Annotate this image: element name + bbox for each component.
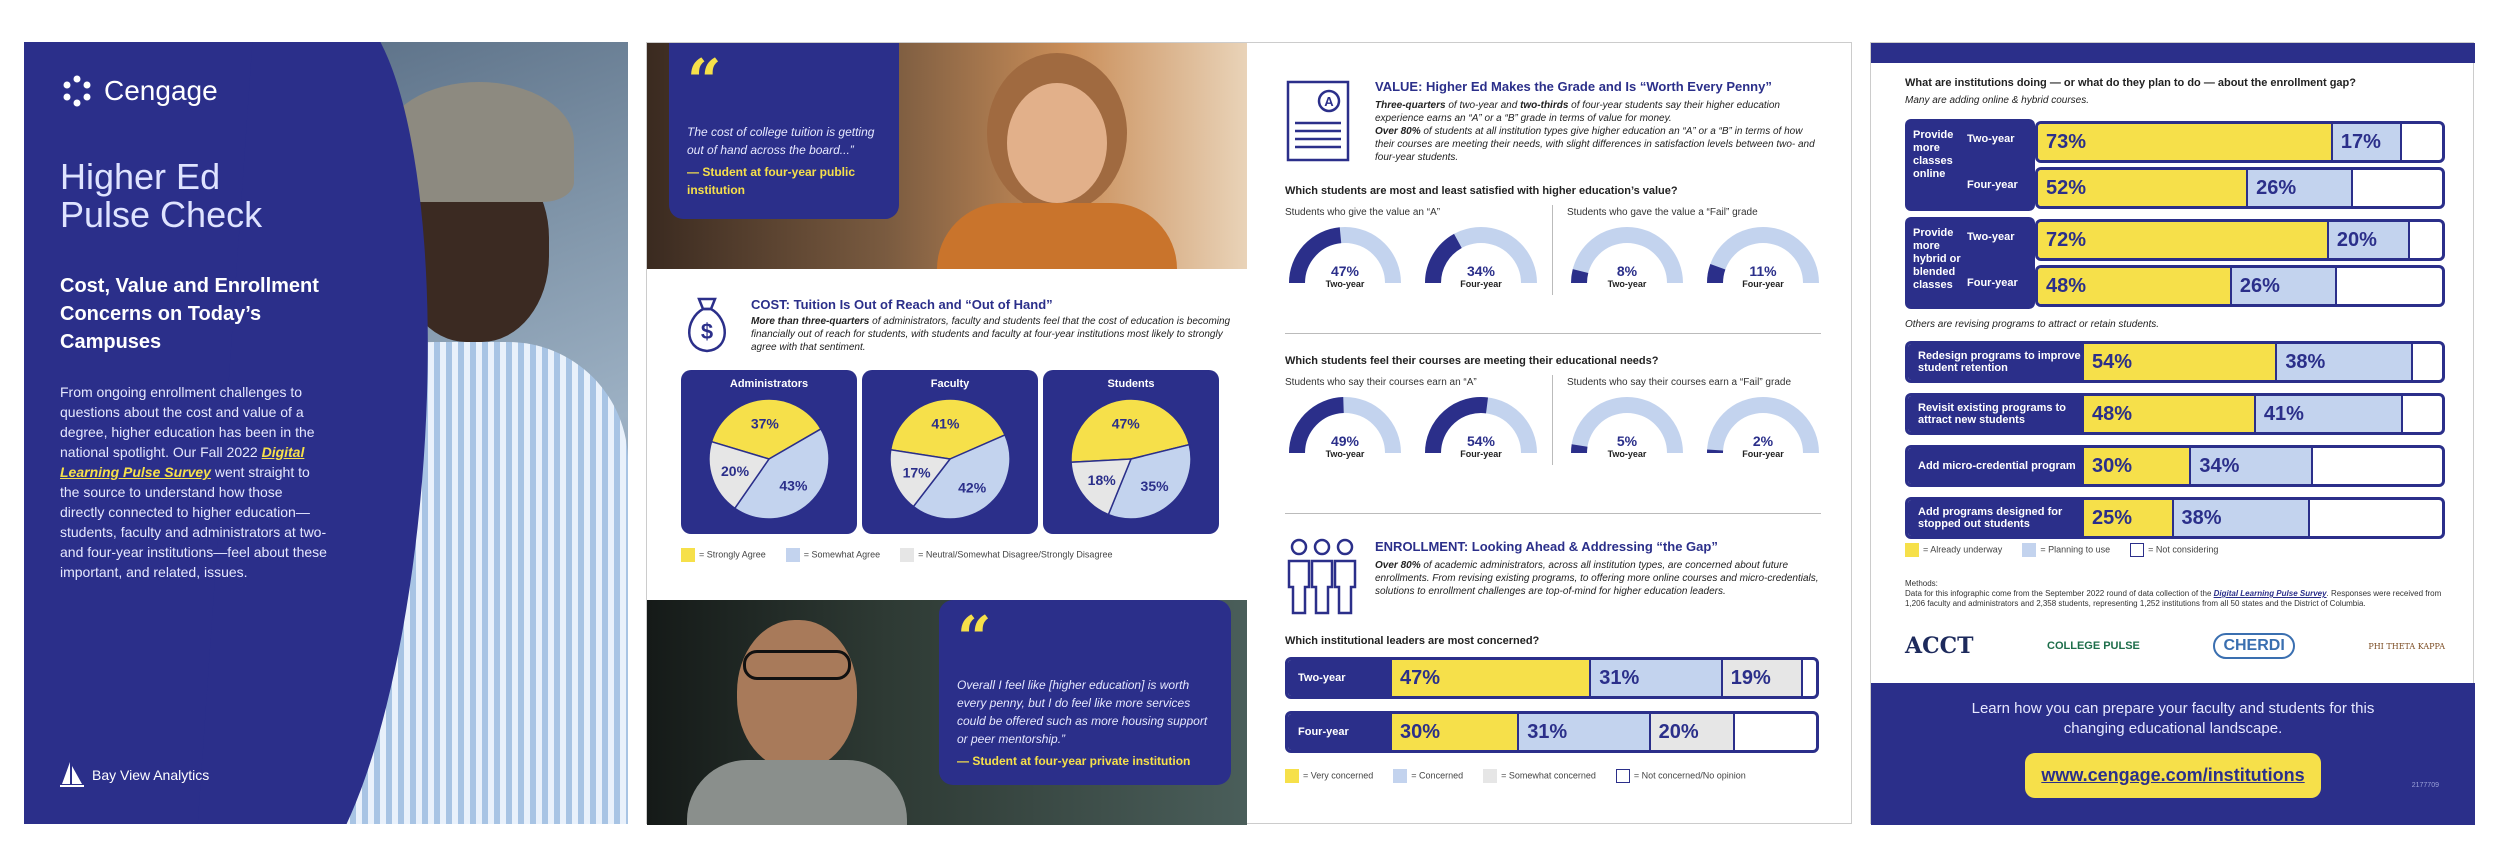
body-text-end: went straight to the source to understand how those directly connected to higher education—students, faculty and administrators at two- and four-year institutions—feel about these important, and related, issues. (60, 464, 327, 580)
cover-title (60, 158, 262, 234)
body-text: From ongoing enrollment challenges to questions about the cost and value of a degree, higher education has been in the national spotlight. Our Fall 2022 (60, 384, 315, 460)
gauge (1285, 395, 1405, 465)
bar-segment: 38% (2277, 344, 2413, 380)
methods-note (1905, 579, 2445, 609)
legend-label: = Very concerned (1303, 770, 1374, 781)
pie-chart (1061, 394, 1201, 524)
partner-logos (1905, 633, 2445, 659)
survey-link[interactable]: Digital Learning Pulse Survey (60, 444, 305, 480)
legend-concerned (1393, 769, 1463, 783)
gap-legend (1905, 543, 2218, 557)
cherdi-logo[interactable]: CHERDI (2213, 633, 2294, 659)
stacked-bar (2035, 121, 2445, 163)
value-body (1375, 99, 1815, 164)
pie-card (1043, 370, 1219, 534)
gauge (1285, 225, 1405, 295)
bar-segment: 48% (2084, 396, 2256, 432)
gauge-pct: 11% (1749, 263, 1777, 279)
enrollment-question: Which institutional leaders are most concerned? (1285, 635, 1540, 647)
pie-value-label: 17% (902, 464, 931, 481)
gauge-label: Four-year (1460, 279, 1502, 289)
bar-segment: 26% (2248, 170, 2353, 206)
methods-label: Methods: (1905, 579, 1938, 588)
right-panel (1870, 42, 2474, 824)
gap-group-text: Provide more hybrid or blended classes (1913, 227, 1961, 291)
cta-band (1871, 683, 2475, 825)
stacked-bar (2035, 167, 2445, 209)
legend-planning (2022, 543, 2110, 557)
q1-left-caption: Students who give the value an “A” (1285, 207, 1441, 218)
middle-panel (646, 42, 1852, 824)
legend-label: = Already underway (1923, 544, 2003, 555)
methods-link[interactable]: Digital Learning Pulse Survey (2213, 589, 2327, 598)
bar-label: Redesign programs to improve student retention (1908, 344, 2084, 380)
bar-label: Add programs designed for stopped out students (1908, 500, 2084, 536)
bar-segment: 31% (1519, 714, 1650, 750)
bar-segment: 30% (1392, 714, 1519, 750)
gauge-label: Two-year (1325, 279, 1365, 289)
gap-row-label: Four-year (1967, 179, 2018, 191)
enrollment-legend (1285, 769, 1746, 783)
pie-value-label: 35% (1140, 478, 1169, 495)
bayview-logo[interactable] (60, 762, 209, 788)
title-line-1: Higher Ed (60, 156, 221, 197)
pie-card (681, 370, 857, 534)
bar-segment: 48% (2038, 268, 2232, 304)
legend-label: = Somewhat concerned (1501, 770, 1596, 781)
divider (1552, 375, 1553, 465)
bar-segment: 52% (2038, 170, 2248, 206)
bar-label: Four-year (1288, 714, 1392, 750)
pie-label: Students (1107, 378, 1155, 390)
bar-segment: 17% (2333, 124, 2402, 160)
gauge-pct: 49% (1330, 433, 1360, 449)
college-pulse-logo[interactable]: COLLEGE PULSE (2047, 640, 2140, 652)
quote-card-1 (669, 43, 899, 219)
sail-icon (60, 762, 84, 788)
legend-label: = Not concerned/No opinion (1633, 770, 1746, 781)
quote-1-text: The cost of college tuition is getting out of hand across the board...” (687, 125, 875, 157)
ptk-logo[interactable]: PHI THETA KAPPA (2368, 641, 2445, 651)
legend-label: = Concerned (1411, 770, 1464, 781)
pie-value-label: 37% (750, 415, 779, 432)
bar-segment: 54% (2084, 344, 2277, 380)
gauge-label: Two-year (1607, 449, 1647, 459)
bar-segment: 72% (2038, 222, 2329, 258)
enrollment-body (1375, 559, 1825, 598)
legend-label: = Somewhat Agree (803, 549, 881, 560)
gauge (1703, 225, 1823, 295)
gauge-pct: 2% (1752, 433, 1774, 449)
gauge-pct: 47% (1330, 263, 1360, 279)
bar-label: Revisit existing programs to attract new students (1908, 396, 2084, 432)
value-bold: Three-quarters (1375, 100, 1446, 111)
gap-title: What are institutions doing — or what do they plan to do — about the enrollment gap? (1905, 77, 2356, 89)
pie-card (862, 370, 1038, 534)
stacked-bar (1285, 657, 1819, 699)
quote-card-2 (939, 600, 1231, 785)
cta-text: Learn how you can prepare your faculty and students for this changing educational landscape. (1971, 700, 2375, 737)
legend-very (1285, 769, 1373, 783)
legend-strongly-agree (681, 548, 766, 562)
pie-value-label: 41% (931, 415, 960, 432)
value-question-2: Which students feel their courses are meeting their educational needs? (1285, 355, 1659, 367)
stacked-bar (1905, 341, 2445, 383)
quote-2-text: Overall I feel like [higher education] is worth every penny, but I do feel like more services could be offered such as more housing support or peer mentorship.” (957, 678, 1208, 746)
quote-mark-icon: “ (957, 604, 992, 674)
bar-segment: 20% (2329, 222, 2410, 258)
title-line-2: Pulse Check (60, 194, 263, 235)
bar-segment: 38% (2174, 500, 2310, 536)
value-bold: Over 80% (1375, 126, 1421, 137)
pie-label: Administrators (729, 378, 809, 390)
gap-row-label: Two-year (1967, 133, 2015, 145)
gauge (1567, 395, 1687, 465)
value-question-1: Which students are most and least satisfied with higher education’s value? (1285, 185, 1678, 197)
bar-segment: 26% (2232, 268, 2337, 304)
divider (1552, 205, 1553, 295)
svg-text:$: $ (700, 319, 714, 344)
people-icon (1285, 535, 1359, 615)
cover-panel (24, 42, 628, 824)
gauge (1567, 225, 1687, 295)
stacked-bar (1285, 711, 1819, 753)
legend-label: = Strongly Agree (699, 549, 766, 560)
legend-label: = Planning to use (2040, 544, 2111, 555)
logo-text: Cengage (104, 75, 218, 106)
bar-label: Two-year (1288, 660, 1392, 696)
svg-text:A: A (1324, 94, 1334, 109)
bar-segment: 25% (2084, 500, 2174, 536)
legend-not-considering (2130, 543, 2218, 557)
gauge (1703, 395, 1823, 465)
cost-legend (681, 548, 1112, 562)
stacked-bar (1905, 393, 2445, 435)
cover-subtitle: Cost, Value and Enrollment Concerns on Today’s Campuses (60, 275, 319, 353)
bar-segment: 31% (1591, 660, 1722, 696)
gauge-pct: 5% (1616, 433, 1638, 449)
pie-chart (699, 394, 839, 524)
gauge-label: Four-year (1742, 279, 1784, 289)
q2-left-caption: Students who say their courses earn an “A” (1285, 377, 1477, 388)
bayview-text: Bay View Analytics (92, 767, 210, 783)
bar-segment: 34% (2191, 448, 2313, 484)
legend-not (1616, 769, 1746, 783)
quote-mark-icon: “ (687, 47, 722, 117)
value-text: of four-year students say their higher education experience earns an “A” or a “B” grade in terms of value for money. (1375, 100, 1780, 124)
pie-chart (880, 394, 1020, 524)
gauge-label: Four-year (1742, 449, 1784, 459)
bar-segment: 20% (1651, 714, 1736, 750)
bar-segment: 41% (2256, 396, 2403, 432)
pie-value-label: 47% (1111, 415, 1140, 432)
pie-value-label: 42% (958, 479, 987, 496)
quote-2-attribution: — Student at four-year private institution (957, 754, 1191, 768)
acct-logo[interactable]: ACCT (1905, 633, 1974, 659)
report-card-icon (1285, 79, 1351, 163)
gap-sub2: Others are revising programs to attract or retain students. (1905, 319, 2159, 330)
cta-link[interactable]: www.cengage.com/institutions (2025, 753, 2320, 798)
legend-somewhat (1483, 769, 1596, 783)
gauge (1421, 225, 1541, 295)
gauge-label: Two-year (1325, 449, 1365, 459)
legend-underway (1905, 543, 2002, 557)
doc-code: 2177709 (2411, 782, 2439, 789)
value-bold: two-thirds (1520, 100, 1569, 111)
bar-label: Add micro-credential program (1908, 448, 2084, 484)
gap-row-label: Four-year (1967, 277, 2018, 289)
methods-text-end: . Responses were received from 1,206 faculty and administrators and 2,358 students, representing 1,252 institutions from all 50 states and the District of Columbia. (1905, 589, 2442, 608)
quote-1-attribution: — Student at four-year public institution (687, 165, 856, 197)
gap-sub1: Many are adding online & hybrid courses. (1905, 95, 2089, 106)
stacked-bar (2035, 219, 2445, 261)
cover-body (60, 382, 330, 582)
bar-segment: 30% (2084, 448, 2191, 484)
cost-body-text: of administrators, faculty and students feel that the cost of education is becoming financially out of reach for students, with students and faculty at four-year institutions most likely to strongly agree with that sentiment. (751, 316, 1231, 353)
stacked-bar (1905, 497, 2445, 539)
pie-value-label: 18% (1087, 471, 1116, 488)
bar-segment: 47% (1392, 660, 1591, 696)
legend-somewhat-agree (786, 548, 880, 562)
pie-value-label: 20% (720, 462, 750, 479)
gauge (1421, 395, 1541, 465)
cost-body-bold: More than three-quarters (751, 316, 870, 327)
value-text: of students at all institution types give higher education an “A” or a “B” in terms of how their courses are meeting their needs, with slight differences in satisfaction levels between two- and four-year students. (1375, 126, 1815, 163)
cost-title: COST: Tuition Is Out of Reach and “Out of Hand” (751, 297, 1053, 312)
cengage-logo[interactable] (60, 74, 218, 108)
legend-label: = Neutral/Somewhat Disagree/Strongly Disagree (918, 549, 1113, 560)
enrollment-title: ENROLLMENT: Looking Ahead & Addressing “the Gap” (1375, 539, 1718, 554)
gauge-label: Two-year (1607, 279, 1647, 289)
moneybag-icon (681, 293, 733, 355)
gauge-pct: 34% (1466, 263, 1496, 279)
stacked-bar (1905, 445, 2445, 487)
enroll-text: of academic administrators, across all institution types, are concerned about future enrollments. From revising existing programs, to offering more online courses and micro-credentials, solutions to enrollment challenges are top-of-mind for higher education leaders. (1375, 560, 1819, 597)
top-band (1871, 43, 2475, 63)
stacked-bar (2035, 265, 2445, 307)
gauge-pct: 54% (1466, 433, 1496, 449)
q1-right-caption: Students who gave the value a “Fail” grade (1567, 207, 1758, 218)
legend-label: = Not considering (2148, 544, 2219, 555)
cengage-icon (60, 74, 94, 108)
value-text: of two-year and (1445, 100, 1521, 111)
pie-value-label: 43% (779, 477, 808, 494)
bar-segment: 73% (2038, 124, 2333, 160)
enroll-bold: Over 80% (1375, 560, 1421, 571)
divider (1285, 333, 1821, 334)
value-title: VALUE: Higher Ed Makes the Grade and Is “Worth Every Penny” (1375, 79, 1772, 94)
pie-label: Faculty (930, 378, 970, 390)
gauge-label: Four-year (1460, 449, 1502, 459)
divider (1285, 513, 1821, 514)
q2-right-caption: Students who say their courses earn a “Fail” grade (1567, 377, 1791, 388)
gap-group-text: Provide more classes online (1913, 129, 1954, 180)
cost-body (751, 315, 1231, 354)
gauge-pct: 8% (1616, 263, 1638, 279)
bar-segment: 19% (1723, 660, 1804, 696)
gap-row-label: Two-year (1967, 231, 2015, 243)
methods-text: Data for this infographic come from the September 2022 round of data collection of the (1905, 589, 2214, 598)
legend-neutral (900, 548, 1112, 562)
